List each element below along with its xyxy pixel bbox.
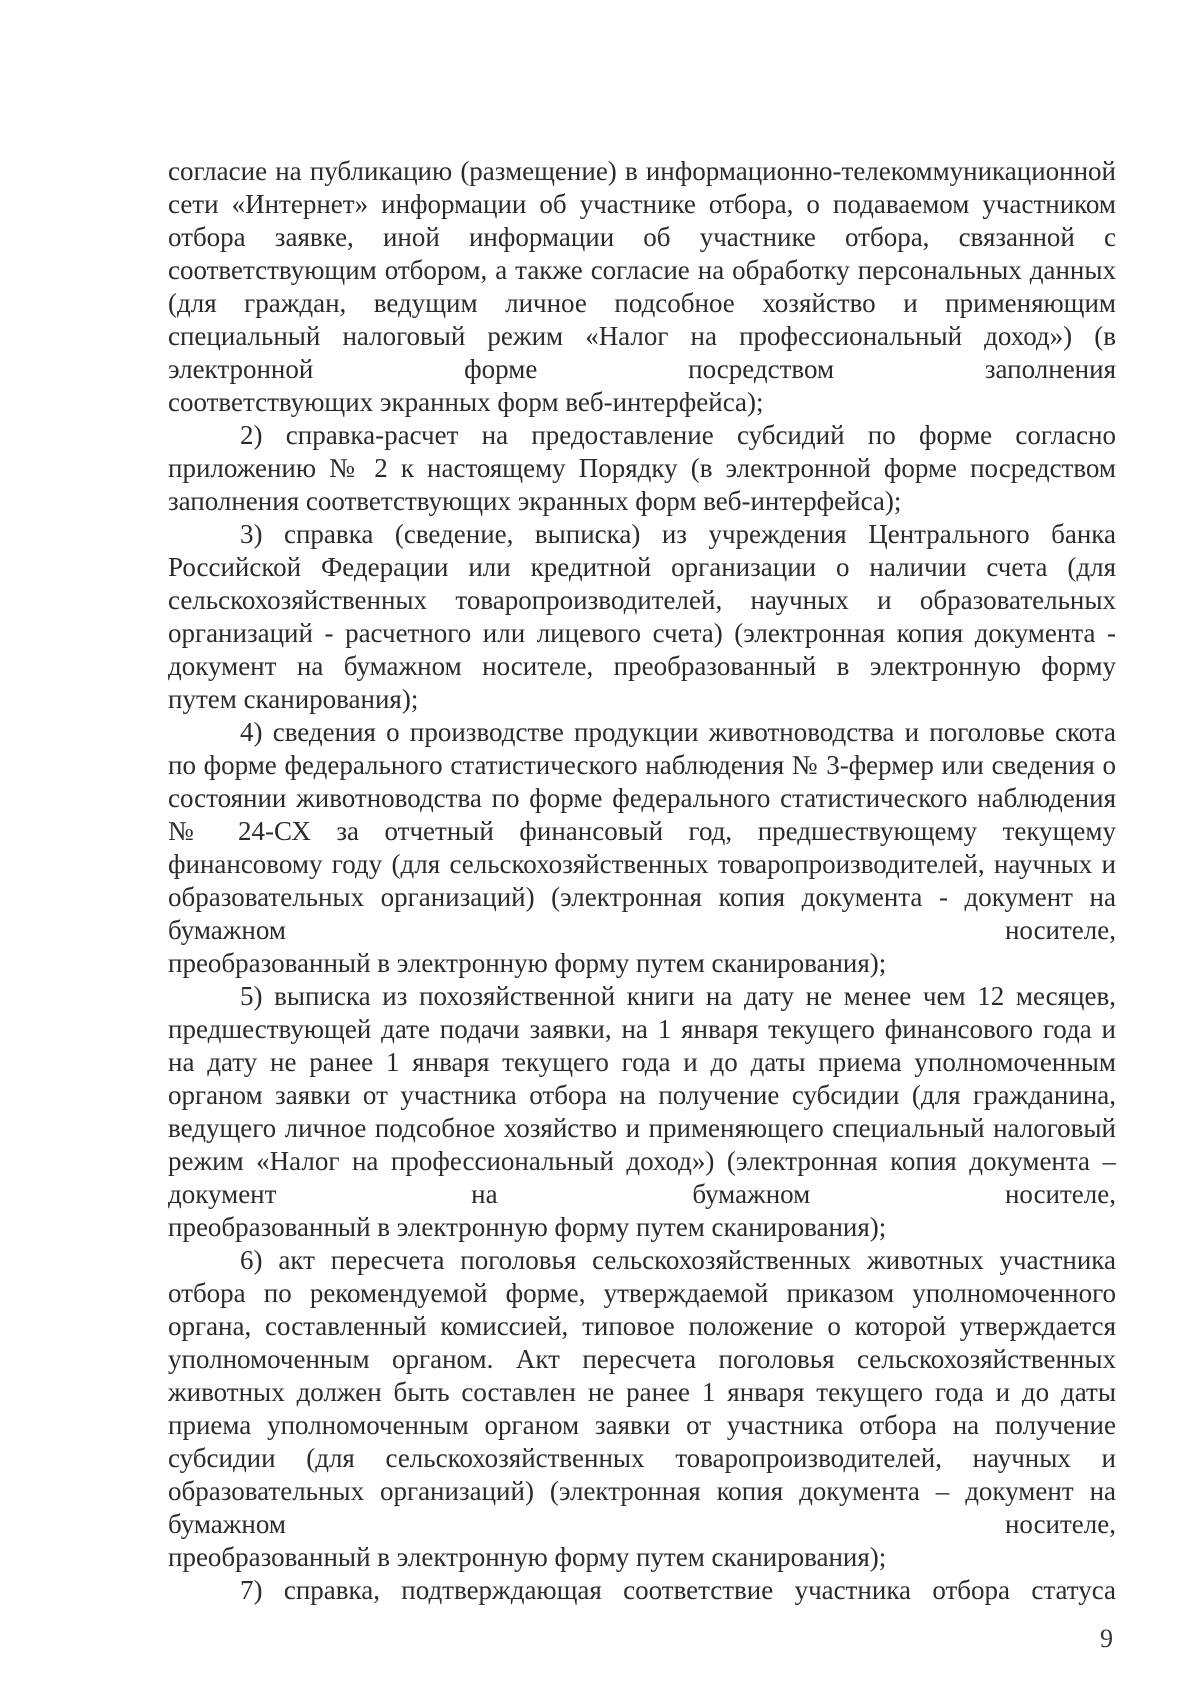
paragraph-item-7 <box>168 1574 1116 1607</box>
paragraph-item-2 <box>168 419 1116 518</box>
paragraph-item-3 <box>168 518 1116 716</box>
paragraph-item-6 <box>168 1244 1116 1574</box>
paragraph-item-6-body: 6) акт пересчета поголовья сельскохозяйственных животных участника отбора по рекомендуемой форме, утверждаемой приказом уполномоченного органа, составленный комиссией, типовое положение о которой утверждается уполномоченным органом. Акт пересчета поголовья сельскохозяйственных животных должен быть составлен не ранее 1 января текущего года и до даты приема уполномоченным органом заявки от участника отбора на получение субсидии (для сельскохозяйственных товаропроизводителей, научных и образовательных организаций) (электронная копия документа – документ на бумажном носителе, <box>168 1245 1116 1539</box>
paragraph-item-5 <box>168 980 1116 1244</box>
document-page <box>168 155 1116 1607</box>
paragraph-item-5-tail: преобразованный в электронную форму путем сканирования); <box>168 1212 887 1242</box>
paragraph-item-4-tail: преобразованный в электронную форму путем сканирования); <box>168 948 887 978</box>
paragraph-item-2-tail: заполнения соответствующих экранных форм веб-интерфейса); <box>168 486 902 516</box>
paragraph-item-7-body: 7) справка, подтверждающая соответствие участника отбора статуса <box>240 1575 1116 1605</box>
paragraph-item-2-body: 2) справка-расчет на предоставление субсидий по форме согласно приложению № 2 к настоящему Порядку (в электронной форме посредством <box>168 420 1116 483</box>
paragraph-consent-body: согласие на публикацию (размещение) в информационно-телекоммуникационной сети «Интернет» информации об участнике отбора, о подаваемом участником отбора заявке, иной информации об участнике отбора, связанной с соответствующим отбором, а также согласие на обработку персональных данных (для граждан, ведущим личное подсобное хозяйство и применяющим специальный налоговый режим «Налог на профессиональный доход») (в электронной форме посредством заполнения <box>168 156 1116 384</box>
paragraph-item-4-body: 4) сведения о производстве продукции животноводства и поголовье скота по форме федерального статистического наблюдения № 3-фермер или сведения о состоянии животноводства по форме федерального статистического наблюдения № 24-СХ за отчетный финансовый год, предшествующему текущему финансовому году (для сельскохозяйственных товаропроизводителей, научных и образовательных организаций) (электронная копия документа - документ на бумажном носителе, <box>168 717 1116 945</box>
paragraph-item-3-tail: путем сканирования); <box>168 684 419 714</box>
paragraph-item-3-body: 3) справка (сведение, выписка) из учреждения Центрального банка Российской Федерации или кредитной организации о наличии счета (для сельскохозяйственных товаропроизводителей, научных и образовательных организаций - расчетного или лицевого счета) (электронная копия документа - документ на бумажном носителе, преобразованный в электронную форму <box>168 519 1116 681</box>
paragraph-consent <box>168 155 1116 419</box>
paragraph-item-4 <box>168 716 1116 980</box>
page-number: 9 <box>1100 1624 1113 1653</box>
paragraph-consent-tail: соответствующих экранных форм веб-интерфейса); <box>168 387 764 417</box>
paragraph-item-5-body: 5) выписка из похозяйственной книги на дату не менее чем 12 месяцев, предшествующей дате подачи заявки, на 1 января текущего финансового года и на дату не ранее 1 января текущего года и до даты приема уполномоченным органом заявки от участника отбора на получение субсидии (для гражданина, ведущего личное подсобное хозяйство и применяющего специальный налоговый режим «Налог на профессиональный доход») (электронная копия документа – документ на бумажном носителе, <box>168 981 1116 1209</box>
paragraph-item-6-tail: преобразованный в электронную форму путем сканирования); <box>168 1542 887 1572</box>
